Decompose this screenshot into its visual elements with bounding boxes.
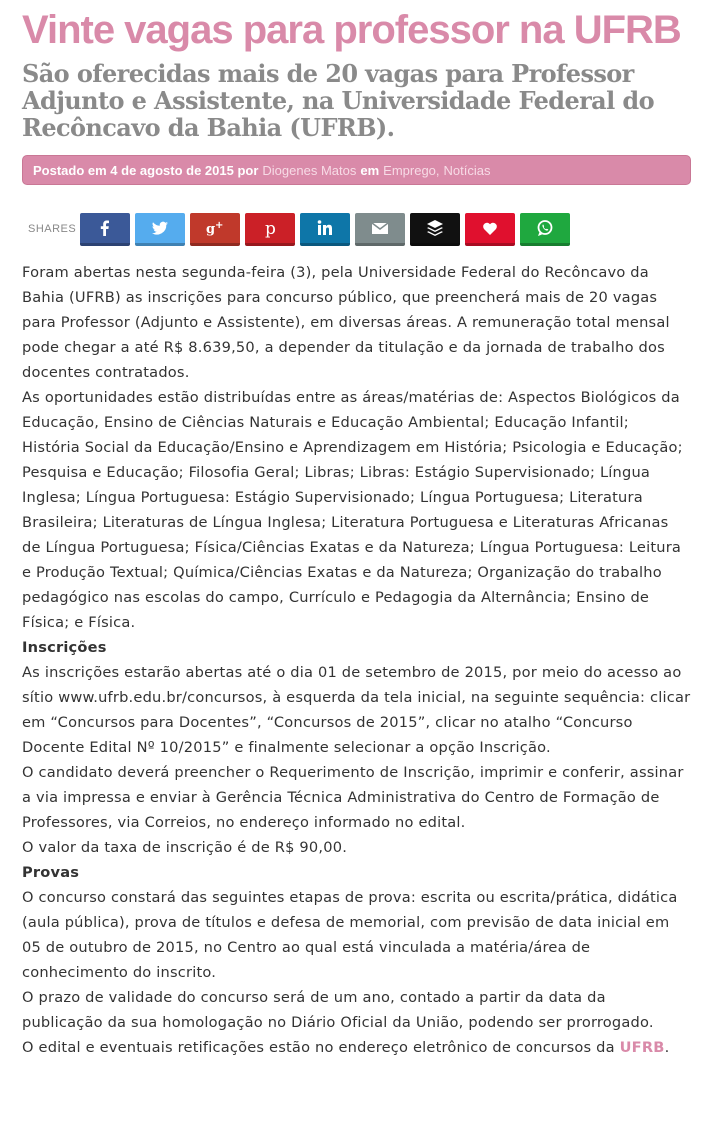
- google-plus-icon: [205, 218, 225, 238]
- share-love-button[interactable]: [465, 213, 515, 246]
- paragraph-last: [22, 1035, 691, 1060]
- article-subtitle: São oferecidas mais de 20 vagas para Professor Adjunto e Assistente, na Universidade Federal do Recôncavo da Bahia (UFRB).: [22, 59, 654, 142]
- paragraph: Foram abertas nesta segunda-feira (3), pela Universidade Federal do Recôncavo da Bahia (UFRB) as inscrições para concurso público, que preencherá mais de 20 vagas para Professor (Adjunto e Assistente), em diversas áreas. A remuneração total mensal pode chegar a até R$ 8.639,50, a depender da titulação e da jornada de trabalho dos docentes contratados.: [22, 264, 670, 381]
- svg-text:+: +: [215, 219, 224, 231]
- heart-icon: [480, 218, 500, 238]
- paragraph: As oportunidades estão distribuídas entre as áreas/matérias de: Aspectos Biológicos da Educação, Ensino de Ciências Naturais e Educação Ambiental; Educação Infantil; História Social da Educação/Ensino e Aprendizagem em História; Psicologia e Educação; Pesquisa e Educação; Filosofia Geral; Libras; Libras: Estágio Supervisionado; Língua Inglesa; Língua Portuguesa: Estágio Supervisionado; Língua Portuguesa; Literatura Brasileira; Literaturas de Língua Inglesa; Literatura Portuguesa e Literaturas Africanas de Língua Portuguesa; Física/Ciências Exatas e da Natureza; Língua Portuguesa: Leitura e Produção Textual; Química/Ciências Exatas e da Natureza; Organização do trabalho pedagógico nas escolas do campo, Currículo e Pedagogia da Alternância; Ensino de Física; e Física.: [22, 389, 683, 631]
- paragraph: O prazo de validade do concurso será de um ano, contado a partir da data da publicação da sua homologação no Diário Oficial da União, podendo ser prorrogado.: [22, 989, 654, 1031]
- paragraph: O candidato deverá preencher o Requerimento de Inscrição, imprimir e conferir, assinar a via impressa e enviar à Gerência Técnica Administrativa do Centro de Formação de Professores, via Correios, no endereço informado no edital.: [22, 764, 684, 831]
- category-link-noticias[interactable]: Notícias: [443, 162, 491, 178]
- share-linkedin-button[interactable]: [300, 213, 350, 246]
- share-google-plus-button[interactable]: [190, 213, 240, 246]
- paragraph: As inscrições estarão abertas até o dia 01 de setembro de 2015, por meio do acesso ao sítio www.ufrb.edu.br/concursos, à esquerda da tela inicial, na seguinte sequência: clicar em “Concursos para Docentes”, “Concursos de 2015”, clicar no atalho “Concurso Docente Edital Nº 10/2015” e finalmente selecionar a opção Inscrição.: [22, 664, 691, 756]
- section-heading-inscricoes: Inscrições: [22, 639, 107, 656]
- post-meta-bar: [22, 155, 691, 185]
- author-link[interactable]: Diogenes Matos: [262, 162, 357, 178]
- paragraph-text: O edital e eventuais retificações estão no endereço eletrônico de concursos da: [22, 1039, 620, 1056]
- share-bar: [22, 212, 691, 246]
- share-twitter-button[interactable]: [135, 213, 185, 246]
- in-label: em: [360, 162, 380, 178]
- share-facebook-button[interactable]: [80, 213, 130, 246]
- svg-text:g: g: [206, 221, 216, 237]
- share-pinterest-button[interactable]: [245, 213, 295, 246]
- paragraph: O concurso constará das seguintes etapas de prova: escrita ou escrita/prática, didática (aula pública), prova de títulos e defesa de memorial, com previsão de data inicial em 05 de outubro de 2015, no Centro ao qual está vinculada a matéria/área de conhecimento do inscrito.: [22, 889, 678, 981]
- pinterest-icon: [260, 218, 280, 238]
- category-separator: ,: [435, 162, 440, 178]
- section-heading-provas: Provas: [22, 864, 80, 881]
- shares-label: SHARES: [28, 223, 77, 235]
- twitter-icon: [150, 218, 170, 238]
- email-icon: [370, 218, 390, 238]
- facebook-icon: [95, 218, 115, 238]
- posted-date-text: Postado em 4 de agosto de 2015 por: [33, 162, 259, 178]
- paragraph-end: .: [664, 1039, 670, 1056]
- buffer-icon: [425, 218, 445, 238]
- page-title: Vinte vagas para professor na UFRB: [22, 8, 681, 52]
- share-email-button[interactable]: [355, 213, 405, 246]
- category-link-emprego[interactable]: Emprego: [383, 162, 436, 178]
- article: [22, 0, 691, 1060]
- whatsapp-icon: [535, 218, 555, 238]
- share-buffer-button[interactable]: [410, 213, 460, 246]
- share-whatsapp-button[interactable]: [520, 213, 570, 246]
- ufrb-link[interactable]: UFRB: [619, 1039, 665, 1056]
- paragraph: O valor da taxa de inscrição é de R$ 90,00.: [22, 839, 348, 856]
- svg-text:p: p: [265, 218, 276, 238]
- article-body: [22, 260, 691, 1060]
- linkedin-icon: [315, 218, 335, 238]
